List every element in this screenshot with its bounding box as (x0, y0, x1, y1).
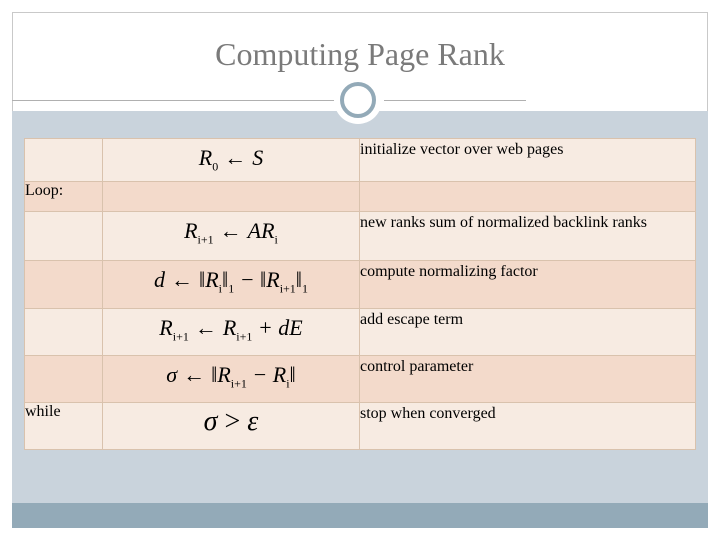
row-description: control parameter (360, 356, 696, 403)
row-description: compute normalizing factor (360, 261, 696, 309)
formula-r0-init: $R_0$ ← S (103, 139, 360, 182)
formula-escape-term: $R_{i+1}$ ← $R_{i+1}$ + dE (103, 309, 360, 356)
formula-empty (103, 182, 360, 212)
circle-ornament-icon (334, 76, 382, 124)
row-label (25, 356, 103, 403)
footer-bar (12, 503, 708, 528)
table-row (25, 139, 696, 182)
row-label: while (25, 403, 103, 450)
slide-title: Computing Page Rank (215, 36, 505, 72)
formula-convergence-test: σ > ε (103, 403, 360, 450)
formula-control-parameter: σ ← $‖R_{i+1}$ − $R_i‖$ (103, 356, 360, 403)
title-divider-left (12, 100, 342, 101)
title-divider-right (384, 100, 526, 101)
row-label (25, 139, 103, 182)
row-label (25, 309, 103, 356)
row-label: Loop: (25, 182, 103, 212)
row-description: add escape term (360, 309, 696, 356)
pagerank-table (24, 138, 696, 450)
row-description (360, 182, 696, 212)
row-description: stop when converged (360, 403, 696, 450)
formula-normalizing-factor: d ← $‖R_i‖_1$ − $‖R_{i+1}‖_1$ (103, 261, 360, 309)
table-row (25, 212, 696, 261)
table-row (25, 309, 696, 356)
row-label (25, 261, 103, 309)
formula-rank-update: $R_{i+1}$ ← $AR_i$ (103, 212, 360, 261)
table-row (25, 403, 696, 450)
row-description: initialize vector over web pages (360, 139, 696, 182)
table-row (25, 182, 696, 212)
row-label (25, 212, 103, 261)
table-row (25, 261, 696, 309)
table-row (25, 356, 696, 403)
row-description: new ranks sum of normalized backlink ranks (360, 212, 696, 261)
